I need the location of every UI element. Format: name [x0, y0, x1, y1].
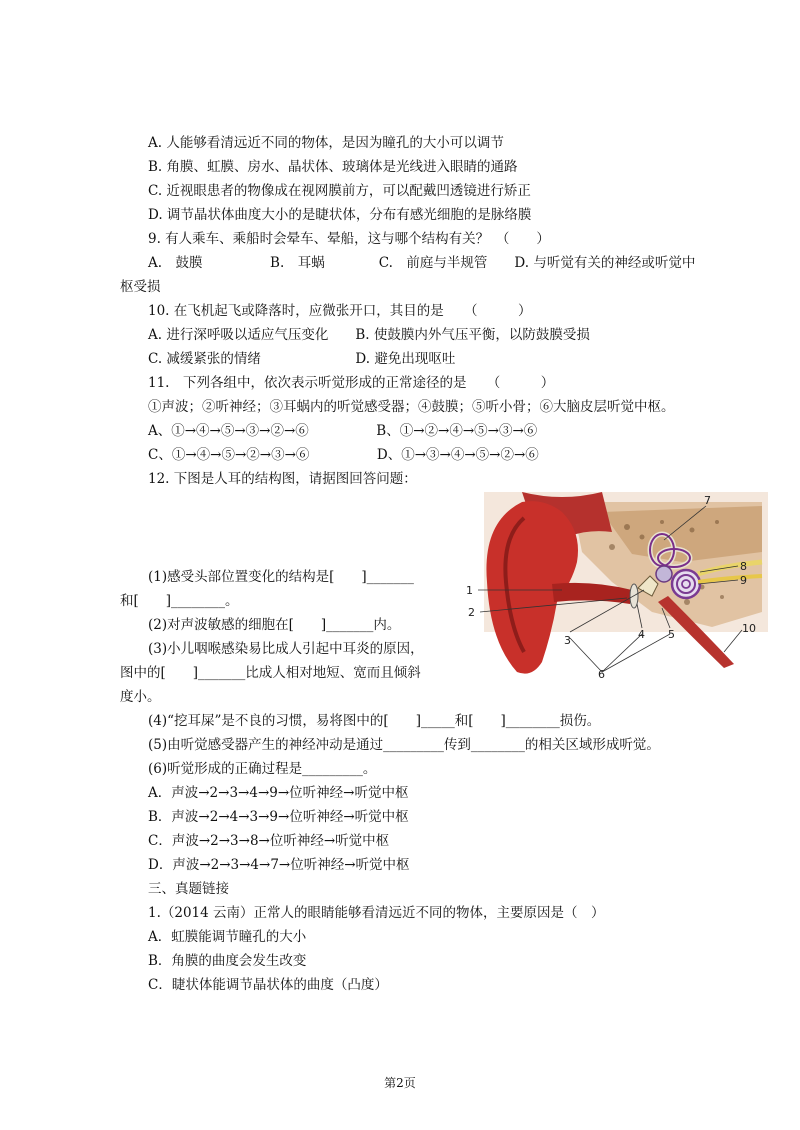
- figure-label-6: 6: [598, 668, 605, 678]
- figure-label-4: 4: [638, 628, 645, 641]
- vestibule: [656, 566, 672, 582]
- real-q1-option-b: B．角膜的曲度会发生改变: [148, 953, 307, 969]
- q12-part6: (6)听觉形成的正确过程是_________。: [148, 761, 377, 777]
- q12-part4: (4)“挖耳屎”是不良的习惯，易将图中的[ ]_____和[ ]________损伤。: [148, 713, 601, 729]
- page-number: 第2页: [384, 1076, 416, 1090]
- figure-label-10: 10: [742, 622, 756, 635]
- option-8d: D. 调节晶状体曲度大小的是睫状体，分布有感光细胞的是脉络膜: [148, 207, 532, 223]
- section-heading: 三、真题链接: [148, 881, 229, 897]
- option-8b: B. 角膜、虹膜、房水、晶状体、玻璃体是光线进入眼睛的通路: [148, 159, 518, 175]
- figure-label-1: 1: [466, 584, 473, 597]
- q12-option-a: A．声波→2→3→4→9→位听神经→听觉中枢: [148, 785, 409, 801]
- q12-part5: (5)由听觉感受器产生的神经冲动是通过_________传到________的相关区域形成听觉。: [148, 737, 660, 753]
- figure-label-2: 2: [468, 606, 475, 619]
- figure-label-9: 9: [740, 574, 747, 587]
- option-8c: C. 近视眼患者的物像成在视网膜前方，可以配戴凹透镜进行矫正: [148, 183, 531, 199]
- question-11: 11. 下列各组中，依次表示听觉形成的正常途径的是 （ ）: [148, 375, 555, 391]
- q12-part3-cont: 图中的[ ]_______比成人相对地短、宽而且倾斜: [120, 665, 421, 681]
- question-11-options-cd: C、①→④→⑤→②→③→⑥ D、①→③→④→⑤→②→⑥: [148, 447, 539, 463]
- question-10: 10. 在飞机起飞或降落时，应微张开口，其目的是 （ ）: [148, 303, 532, 319]
- question-10-options-ab: A. 进行深呼吸以适应气压变化 B. 使鼓膜内外气压平衡，以防鼓膜受损: [148, 327, 590, 343]
- figure-label-5: 5: [668, 628, 675, 641]
- real-q1-option-a: A．虹膜能调节瞳孔的大小: [148, 929, 307, 945]
- real-q1-option-c: C．睫状体能调节晶状体的曲度（凸度）: [148, 977, 388, 993]
- q12-option-d: D．声波→2→3→4→7→位听神经→听觉中枢: [148, 857, 410, 873]
- question-11-items: ①声波；②听神经；③耳蜗内的听觉感受器；④鼓膜；⑤听小骨；⑥大脑皮层听觉中枢。: [148, 399, 675, 415]
- figure-label-8: 8: [740, 560, 747, 573]
- q12-part1: (1)感受头部位置变化的结构是[ ]_______: [148, 569, 414, 585]
- question-9-options: A. 鼓膜 B. 耳蜗 C. 前庭与半规管 D. 与听觉有关的神经或听觉中: [148, 255, 696, 271]
- q12-part2: (2)对声波敏感的细胞在[ ]_______内。: [148, 617, 401, 633]
- figure-label-7: 7: [704, 494, 711, 507]
- question-12: 12. 下图是人耳的结构图，请据图回答问题：: [148, 471, 417, 487]
- figure-label-3: 3: [564, 634, 571, 647]
- cochlea: [672, 570, 700, 598]
- ear-structure-figure: [462, 492, 768, 678]
- option-8a: A. 人能够看清远近不同的物体，是因为瞳孔的大小可以调节: [148, 135, 504, 151]
- q12-part1-cont: 和[ ]________。: [120, 593, 239, 609]
- q12-part3: (3)小儿咽喉感染易比成人引起中耳炎的原因，: [148, 641, 424, 657]
- q12-part3-end: 度小。: [120, 689, 161, 705]
- question-11-options-ab: A、①→④→⑤→③→②→⑥ B、①→②→④→⑤→③→⑥: [148, 423, 538, 439]
- q12-option-c: C．声波→2→3→8→位听神经→听觉中枢: [148, 833, 390, 849]
- question-9: 9. 有人乘车、乘船时会晕车、晕船，这与哪个结构有关？ （ ）: [148, 231, 550, 247]
- q12-option-b: B．声波→2→4→3→9→位听神经→听觉中枢: [148, 809, 409, 825]
- real-question-1: 1.（2014 云南）正常人的眼睛能够看清远近不同的物体，主要原因是（ ）: [148, 905, 605, 921]
- question-9-options-cont: 枢受损: [120, 279, 161, 295]
- question-10-options-cd: C. 减缓紧张的情绪 D. 避免出现呕吐: [148, 351, 456, 367]
- ear-diagram: [462, 492, 768, 678]
